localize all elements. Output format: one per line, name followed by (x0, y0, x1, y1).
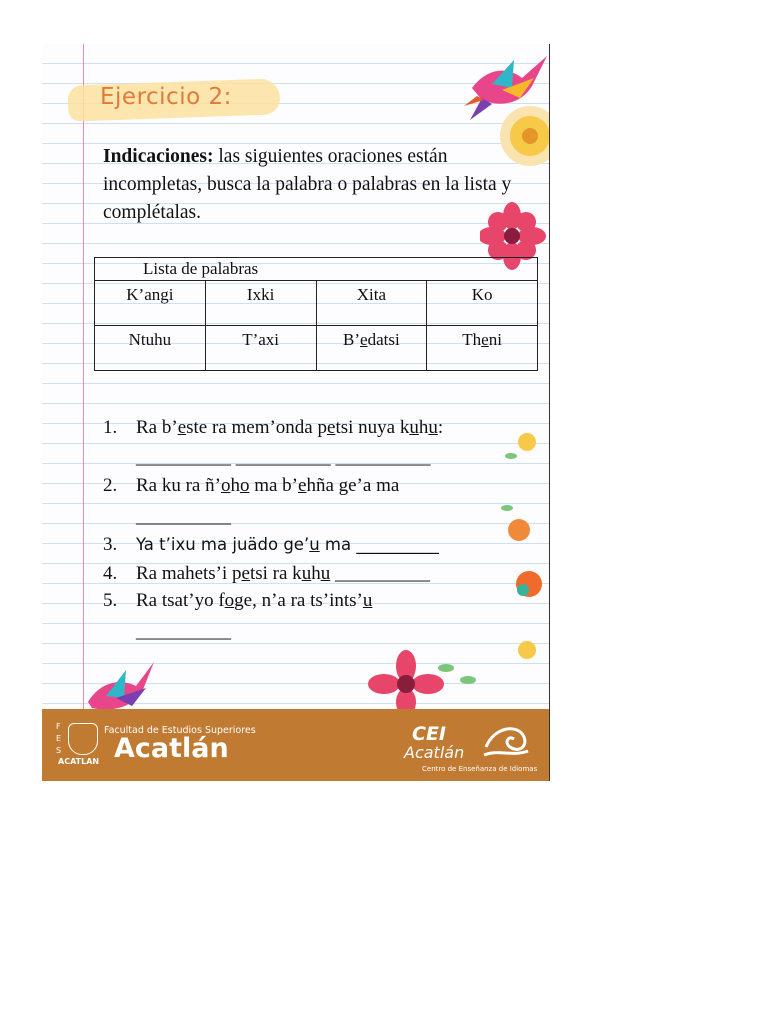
question-1 (103, 417, 443, 439)
question-5 (103, 590, 372, 612)
question-text-underlined: o (239, 475, 250, 496)
word-cell: Ko (427, 281, 538, 326)
title-text: Ejercicio 2: (100, 84, 232, 110)
question-text: : (437, 417, 444, 438)
question-text: ste ra mem’onda p (186, 417, 327, 438)
word-cell (316, 326, 427, 371)
question-text: Ra mahets’i p (136, 563, 242, 584)
word-cell: Ixki (205, 281, 316, 326)
question-number: 2. (103, 475, 118, 496)
cei-name: Acatlán (404, 743, 465, 762)
question-text: ma b’ (249, 475, 298, 496)
question-text: Ra tsat’yo f (136, 590, 225, 611)
word-list-header: Lista de palabras (95, 258, 538, 281)
word-list-table (94, 257, 538, 371)
question-text-underlined: e (241, 563, 250, 584)
question-number: 1. (103, 417, 118, 438)
question-text: Ya t’ixu ma juädo ge’ (136, 535, 310, 554)
question-5-answer-blank[interactable]: __________ (136, 621, 231, 642)
faculty-subtitle: Facultad de Estudios Superiores (104, 725, 256, 736)
instructions (103, 143, 523, 227)
question-text-underlined: u (409, 417, 419, 438)
word-cell: K’angi (95, 281, 206, 326)
question-2 (103, 475, 399, 497)
worksheet-page (42, 44, 550, 781)
small-flowers-illustration (497, 424, 547, 664)
word-part: Th (462, 330, 482, 349)
word-part: ni (488, 330, 502, 349)
question-number: 4. (103, 563, 118, 584)
question-text-underlined: u (362, 590, 373, 611)
question-text-underlined: u (309, 535, 320, 554)
instructions-text: las siguientes oraciones están incompletas, busca la palabra o palabras en la lista y complétalas. (103, 146, 512, 223)
question-text-underlined: u (301, 563, 312, 584)
question-text: tsi nuya k (335, 417, 410, 438)
wave-logo-icon (482, 717, 532, 763)
question-3 (103, 534, 439, 556)
fes-vertical-letters: F E S (56, 722, 62, 755)
question-text-underlined: u (320, 563, 331, 584)
word-cell: T’axi (205, 326, 316, 371)
instructions-lead: Indicaciones: (103, 146, 214, 167)
question-text: Ra ku ra ñ’ (136, 475, 221, 496)
question-number: 3. (103, 534, 118, 555)
question-text-underlined: u (428, 417, 438, 438)
unam-seal-icon (68, 723, 98, 755)
word-cell (427, 326, 538, 371)
question-text: h (418, 417, 429, 438)
institution-footer (42, 709, 549, 781)
question-text: Ra b’ (136, 417, 178, 438)
cei-subtitle: Centro de Enseñanza de Idiomas (422, 765, 538, 773)
question-text-underlined: o (224, 590, 235, 611)
question-4 (103, 563, 430, 585)
exercise-title (68, 78, 288, 124)
question-1-answer-blanks[interactable]: __________ __________ __________ (136, 447, 431, 468)
word-part: datsi (367, 330, 400, 349)
question-number: 5. (103, 590, 118, 611)
question-text-with-blank[interactable]: ma __________ (319, 535, 439, 554)
question-text: h (311, 563, 321, 584)
question-text-underlined: e (298, 475, 307, 496)
question-text-underlined: o (220, 475, 231, 496)
word-part-underlined: e (481, 330, 489, 349)
cei-logo-text: CEI (412, 723, 446, 745)
word-cell: Ntuhu (95, 326, 206, 371)
question-2-answer-blank[interactable]: __________ (136, 506, 231, 527)
question-text: h (230, 475, 240, 496)
hummingbird-bottom-illustration (80, 652, 160, 712)
margin-line (83, 44, 84, 709)
bottom-flower-illustration (368, 644, 488, 709)
question-text: ge, n’a ra ts’ints’ (234, 590, 363, 611)
word-part-underlined: e (360, 330, 368, 349)
question-text-with-blank[interactable]: __________ (330, 563, 430, 584)
word-cell: Xita (316, 281, 427, 326)
word-part: B’ (343, 330, 361, 349)
question-text: hña ge’a ma (306, 475, 400, 496)
question-text-underlined: e (327, 417, 336, 438)
seal-caption: ACATLAN (58, 757, 100, 766)
question-text-underlined: e (177, 417, 187, 438)
faculty-name: Acatlán (114, 733, 229, 764)
question-text: tsi ra k (249, 563, 302, 584)
